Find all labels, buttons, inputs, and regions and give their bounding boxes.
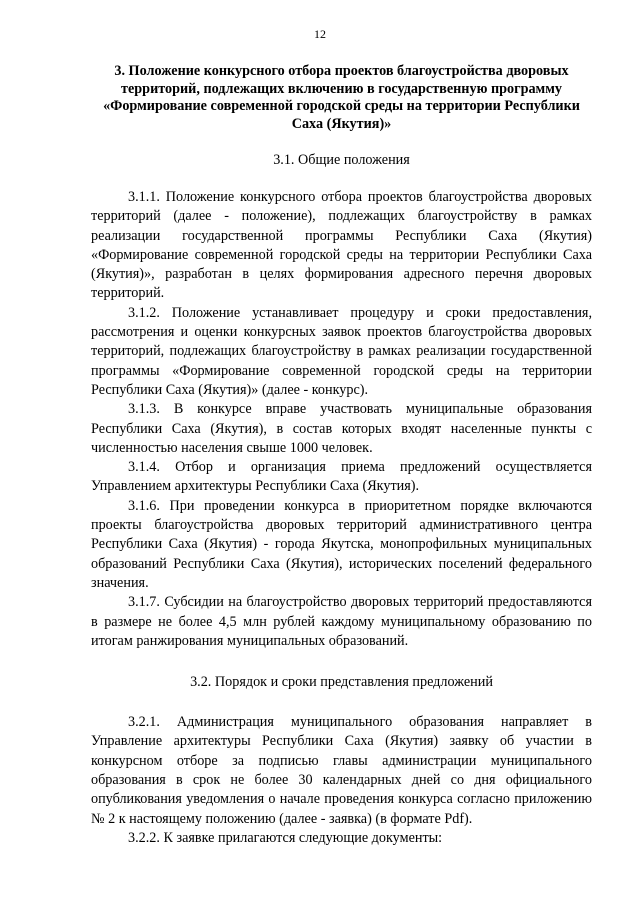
paragraph-3-1-4: 3.1.4. Отбор и организация приема предложений осуществляется Управлением архитектуры Республики Саха (Якутия). <box>91 459 592 495</box>
paragraph-3-1-2: 3.1.2. Положение устанавливает процедуру и сроки предоставления, рассмотрения и оценки конкурсных заявок проектов благоустройства дворовых территорий, подлежащих благоустройству в рамках реализации государственной программы «Формирование современной городской среды на территории Республики Саха (Якутия)» (далее - конкурс). <box>91 304 592 398</box>
section-title: 3. Положение конкурсного отбора проектов благоустройства дворовых территорий, подлежащих включению в государственную программу «Формирование современной городской среды на территории Республики Саха (Якутия)» <box>103 63 580 132</box>
subsection-title-procedure: 3.2. Порядок и сроки представления предложений <box>190 674 493 691</box>
paragraph-3-1-3: 3.1.3. В конкурсе вправе участвовать муниципальные образования Республики Саха (Якутия), в состав которых входят населенные пункты с численностью населения свыше 1000 человек. <box>91 401 592 456</box>
paragraph-3-1-6: 3.1.6. При проведении конкурса в приоритетном порядке включаются проекты благоустройства дворовых территорий административного центра Республики Саха (Якутия) - города Якутска, монопрофильных муниципальных образований Республики Саха (Якутия), исторических поселений федерального значения. <box>91 497 592 591</box>
paragraph-3-2-1: 3.2.1. Администрация муниципального образования направляет в Управление архитектуры Республики Саха (Якутия) заявку об участии в конкурсном отборе за подписью главы администрации муниципального образования в срок не более 30 календарных дней со дня официального опубликования уведомления о начале проведения конкурса согласно приложению № 2 к настоящему положению (далее - заявка) (в формате Pdf). <box>91 714 592 827</box>
paragraph-3-1-1: 3.1.1. Положение конкурсного отбора проектов благоустройства дворовых территорий (далее - положение), подлежащих благоустройству в рамках реализации государственной программы Республики Саха (Якутия) «Формирование современной городской среды на территории Республики Саха (Якутия)», разработан в целях формирования адресного перечня дворовых территорий. <box>91 189 592 302</box>
paragraph-3-1-7: 3.1.7. Субсидии на благоустройство дворовых территорий предоставляются в размере не более 4,5 млн рублей каждому муниципальному образованию по итогам ранжирования муниципальных образований. <box>91 594 592 649</box>
subsection-title-general: 3.1. Общие положения <box>273 152 410 168</box>
page-number: 12 <box>314 27 326 41</box>
paragraph-3-2-2: 3.2.2. К заявке прилагаются следующие документы: <box>128 829 443 846</box>
